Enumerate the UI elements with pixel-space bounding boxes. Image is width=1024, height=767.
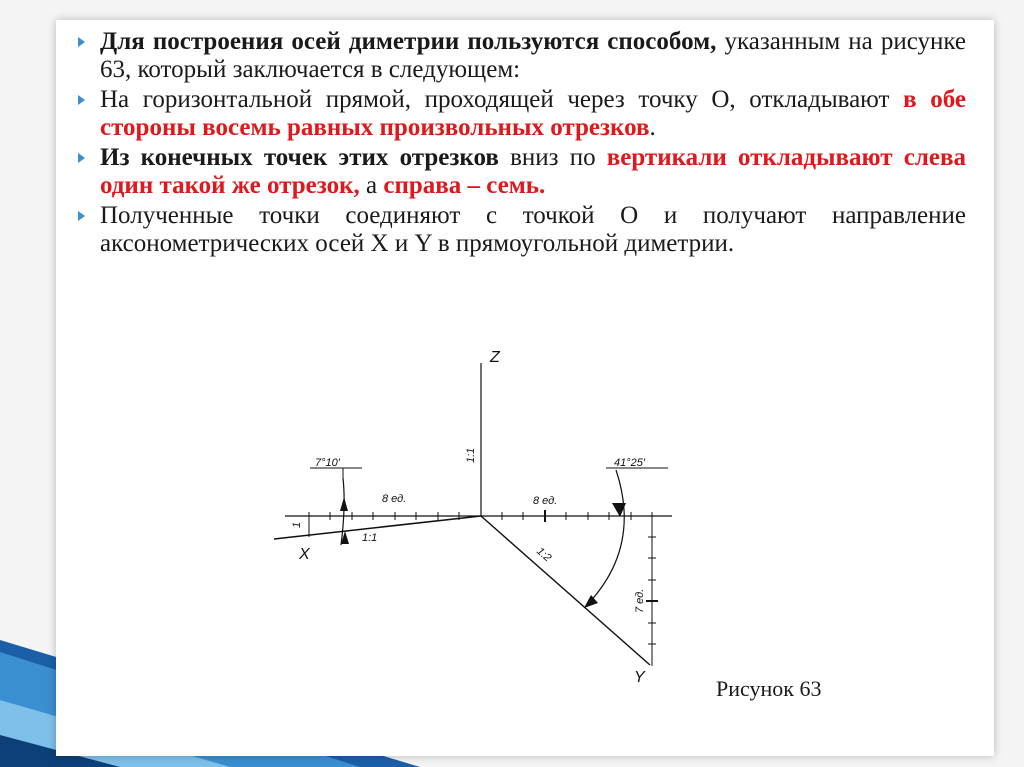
- bullet-text-segment: Из конечных точек этих отрезков: [100, 144, 499, 171]
- left-arc-arrow: [340, 497, 348, 511]
- angle-right-label: 41°25′: [614, 457, 645, 469]
- left-drop-label: 1: [291, 521, 303, 528]
- right-drop-label: 7 ед.: [634, 588, 646, 613]
- bullet-text-segment: На горизонтальной прямой, проходящей через точку О, откладывают: [100, 86, 904, 113]
- y-scale-label: 1:2: [534, 545, 554, 565]
- z-scale-label: 1:1: [465, 447, 477, 463]
- axis-y-label: Y: [634, 669, 645, 686]
- right-segments-label: 8 ед.: [533, 495, 558, 507]
- bullet-text-segment: Полученные точки соединяют с точкой О и получают направление аксонометрических осей X и Y в прямоугольной диметрии.: [100, 202, 966, 257]
- bullet-text-segment: .: [649, 114, 656, 141]
- bullet-text-segment: указанным на рисунке 63, который заключается в следующем:: [100, 28, 966, 83]
- left-segments-label: 8 ед.: [382, 493, 407, 505]
- left-angle-arc: [341, 478, 344, 545]
- bullet-text-segment: вертикали откладывают слева один такой же отрезок,: [100, 144, 966, 199]
- axis-z-label: Z: [490, 349, 500, 366]
- bullet-text-segment: вниз по: [498, 144, 607, 171]
- x-axis-line: [274, 516, 481, 539]
- axis-x-label: X: [299, 546, 310, 563]
- right-angle-arc: [586, 470, 624, 606]
- y-axis-line: [481, 516, 650, 665]
- bullet-text-segment: справа – семь.: [383, 172, 546, 199]
- bullet-text-segment: в обе стороны восемь равных произвольных отрезков: [100, 86, 966, 141]
- figure-caption: Рисунок 63: [716, 676, 822, 701]
- bullet-text-segment: Для построения осей диметрии пользуются способом,: [100, 28, 717, 55]
- bullet-text-segment: а: [359, 172, 384, 199]
- angle-left-label: 7°10′: [315, 457, 340, 469]
- x-scale-label: 1:1: [362, 532, 378, 544]
